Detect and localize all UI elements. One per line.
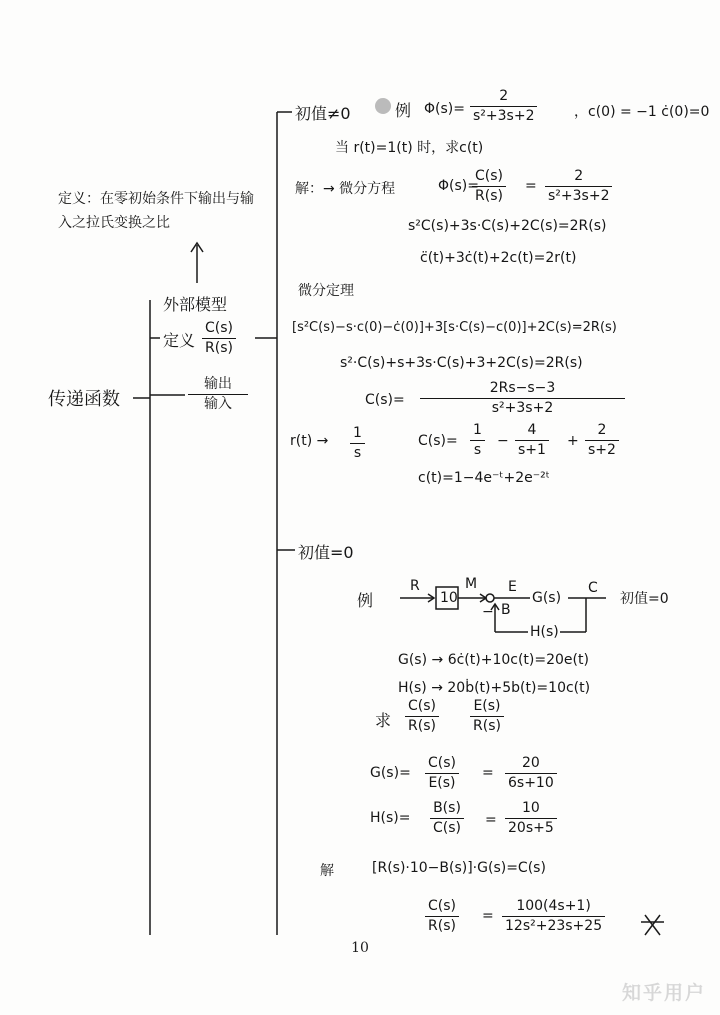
final-left-num: C(s) — [428, 898, 456, 914]
phi-num: 2 — [499, 88, 509, 104]
h-val-num: 10 — [521, 800, 540, 816]
cs-den: s²+3s+2 — [491, 400, 554, 416]
final-left-fraction — [425, 898, 459, 935]
root-title: 传递函数 — [48, 389, 120, 410]
block-C-label: C — [588, 580, 598, 596]
equation-3: [s²C(s)−s·c(0)−ċ(0)]+3[s·C(s)−c(0)]+2C(s)=2R(s) — [292, 320, 617, 335]
block-E-label: E — [508, 579, 517, 595]
g-val-den: 6s+10 — [508, 775, 554, 791]
g-eq-label: G(s)= — [370, 765, 411, 781]
equals-sign-final: = — [482, 908, 494, 924]
cs2-term1-num: 1 — [473, 422, 482, 438]
find-fraction-1 — [405, 698, 439, 735]
ratio-denominator: 输入 — [204, 396, 232, 412]
solution2-label: 解 — [320, 863, 334, 879]
init-zero-note: 初值=0 — [620, 591, 669, 607]
cs2-term2-den: s+1 — [518, 442, 546, 458]
h-eq-den: C(s) — [433, 820, 461, 836]
ct-result: c(t)=1−4e⁻ᵗ+2e⁻²ᵗ — [418, 470, 550, 486]
h-map: H(s) → 20ḃ(t)+5b(t)=10c(t) — [398, 680, 591, 696]
phi2-fraction — [545, 168, 612, 205]
initial-conditions: ，c(0) = −1 ċ(0)=0 — [574, 104, 710, 120]
solution-step: 解：→ 微分方程 — [295, 181, 396, 197]
r-label: r(t) → — [290, 433, 329, 449]
phi2-den: s²+3s+2 — [548, 188, 610, 204]
h-value-fraction — [505, 800, 557, 837]
cs2-minus: − — [497, 433, 509, 449]
final-val-den: 12s²+23s+25 — [505, 918, 603, 934]
cs2-term1 — [470, 422, 485, 459]
external-model-label: 外部模型 — [163, 295, 228, 314]
phi-den: s²+3s+2 — [473, 108, 535, 124]
block-R-label: R — [410, 578, 420, 594]
block-10: 10 — [440, 590, 458, 606]
equals-sign: = — [525, 178, 537, 194]
find1-num: C(s) — [408, 698, 436, 714]
block-minus: − — [482, 604, 494, 620]
find-label: 求 — [375, 711, 392, 730]
property-label: 微分定理 — [298, 283, 354, 299]
h-eq-label: H(s)= — [370, 810, 411, 826]
equation-1: s²C(s)+3s·C(s)+2C(s)=2R(s) — [408, 218, 607, 234]
final-val-num: 100(4s+1) — [516, 898, 591, 914]
task-statement: 当 r(t)=1(t) 时，求c(t) — [335, 140, 484, 156]
phi2-label: Φ(s)= — [438, 178, 479, 194]
page-number: 10 — [351, 940, 369, 956]
solution2-equation: [R(s)·10−B(s)]·G(s)=C(s) — [372, 860, 546, 876]
final-value-fraction — [502, 898, 605, 935]
watermark: 知乎用户 — [621, 982, 706, 1004]
find2-num: E(s) — [473, 698, 501, 714]
phi2-left-num: C(s) — [475, 168, 503, 184]
phi-label: Φ(s)= — [424, 101, 465, 117]
h-eq-fraction — [430, 800, 464, 837]
cs2-plus: + — [567, 433, 579, 449]
cs2-term3-den: s+2 — [588, 442, 616, 458]
equation-2: c̈(t)+3ċ(t)+2c(t)=2r(t) — [420, 250, 577, 266]
cs2-term2 — [515, 422, 549, 459]
g-value-fraction — [505, 755, 557, 792]
cs2-term1-den: s — [473, 442, 482, 458]
cs2-term3 — [585, 422, 619, 459]
phi2-left-fraction — [472, 168, 506, 205]
definition-fraction — [202, 320, 236, 357]
output-input-ratio — [188, 376, 248, 413]
find-fraction-2 — [470, 698, 504, 735]
fraction-denominator: R(s) — [205, 340, 233, 356]
g-eq-num: C(s) — [428, 755, 456, 771]
definition-prefix: 定义 — [163, 331, 196, 350]
ratio-numerator: 输出 — [204, 376, 232, 392]
phi2-left-den: R(s) — [475, 188, 503, 204]
block-M-label: M — [465, 576, 478, 592]
fraction-numerator: C(s) — [205, 320, 233, 336]
section1-title: 初值≠0 — [295, 104, 351, 123]
h-eq-num: B(s) — [433, 800, 461, 816]
cs2-label: C(s)= — [418, 433, 458, 449]
phi2-num: 2 — [574, 168, 584, 184]
g-map: G(s) → 6ċ(t)+10c(t)=20e(t) — [398, 652, 589, 668]
equation-4: s²·C(s)+s+3s·C(s)+3+2C(s)=2R(s) — [340, 355, 583, 371]
definition-note: 定义：在零初始条件下输出与输入之拉氏变换之比 — [58, 191, 254, 231]
cs-num: 2Rs−s−3 — [489, 380, 556, 396]
phi-fraction — [470, 88, 537, 125]
g-eq-den: E(s) — [428, 775, 456, 791]
example2-label: 例 — [357, 591, 374, 610]
example-label: 例 — [395, 101, 412, 120]
find1-den: R(s) — [408, 718, 436, 734]
cs2-term3-num: 2 — [597, 422, 607, 438]
block-G: G(s) — [532, 590, 562, 606]
block-B-label: B — [501, 602, 511, 618]
final-left-den: R(s) — [428, 918, 456, 934]
block-H: H(s) — [530, 624, 559, 640]
find2-den: R(s) — [473, 718, 501, 734]
highlight-mark — [375, 98, 391, 114]
equals-sign-g: = — [482, 765, 494, 781]
cs2-term2-num: 4 — [527, 422, 537, 438]
equals-sign-h: = — [485, 812, 497, 828]
section2-title: 初值=0 — [298, 543, 354, 562]
r-den: s — [353, 445, 362, 461]
r-fraction — [350, 425, 365, 462]
r-num: 1 — [353, 425, 362, 441]
cs-label: C(s)= — [365, 392, 405, 408]
cs-fraction — [420, 380, 625, 417]
g-val-num: 20 — [521, 755, 540, 771]
g-eq-fraction — [425, 755, 459, 792]
h-val-den: 20s+5 — [508, 820, 554, 836]
